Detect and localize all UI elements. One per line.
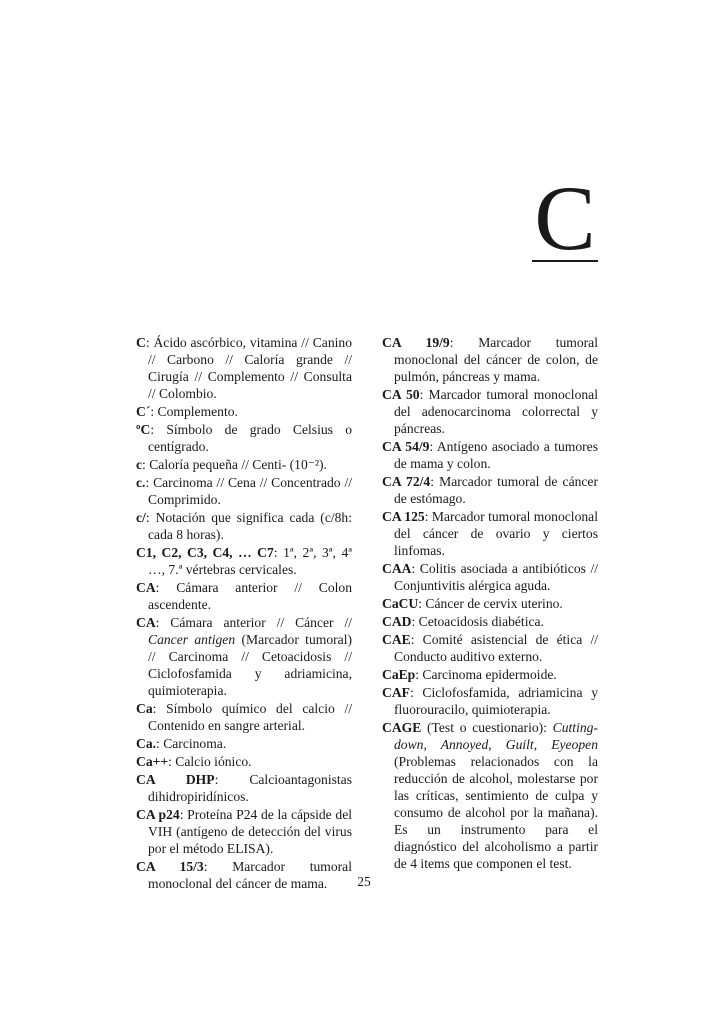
entry <box>382 684 598 718</box>
entry-term: C1, C2, C3, C4, … C7 <box>136 545 274 560</box>
entry-term: CA 54/9 <box>382 439 430 454</box>
entry-term: CaCU <box>382 596 419 611</box>
entry-definition: : Marcador tumoral monoclonal del cáncer de colon, de pulmón, páncreas y mama. <box>394 335 598 384</box>
left-column <box>136 334 352 893</box>
entry <box>382 508 598 559</box>
entry-term: c <box>136 457 143 472</box>
entry-definition: : Ciclofosfamida, adriamicina y fluorouracilo, quimioterapia. <box>394 685 598 717</box>
entry-definition: : Proteína P24 de la cápside del VIH (antígeno de detección del virus por el método ELISA). <box>148 807 352 856</box>
entry-definition: : Cámara anterior // Cáncer // <box>155 615 352 630</box>
section-letter: C <box>532 178 598 262</box>
entry-term: CAF <box>382 685 410 700</box>
entry <box>382 666 598 683</box>
entry-term: CAD <box>382 614 412 629</box>
entry-definition: : Ácido ascórbico, vitamina // Canino // Carbono // Caloría grande // Cirugía // Complemento // Consulta // Colombio. <box>145 335 352 401</box>
entry <box>382 613 598 630</box>
entry <box>382 560 598 594</box>
entry <box>136 771 352 805</box>
entry <box>136 579 352 613</box>
entry <box>382 334 598 385</box>
entry-definition: : Carcinoma. <box>156 736 227 751</box>
entry <box>136 509 352 543</box>
entry-term: CA <box>136 580 156 595</box>
entry-definition: : Colitis asociada a antibióticos // Conjuntivitis alérgica aguda. <box>394 561 598 593</box>
entry-definition: : Marcador tumoral de cáncer de estómago. <box>394 474 598 506</box>
entry-term: CA 50 <box>382 387 420 402</box>
entry <box>136 456 352 473</box>
entry-term: CAA <box>382 561 412 576</box>
entry-definition: : Cáncer de cervix uterino. <box>418 596 563 611</box>
entry-term: CaEp <box>382 667 416 682</box>
entry-definition: : Cámara anterior // Colon ascendente. <box>148 580 352 612</box>
entry <box>382 595 598 612</box>
entry-definition: : Símbolo de grado Celsius o centígrado. <box>148 422 352 454</box>
entry-definition: : Marcador tumoral monoclonal del cáncer de mama. <box>148 859 352 891</box>
entry <box>136 403 352 420</box>
entry <box>136 753 352 770</box>
entry-term: CA 15/3 <box>136 859 204 874</box>
entry <box>382 473 598 507</box>
entry <box>382 438 598 472</box>
entry <box>382 719 598 872</box>
entry-definition: : Calcioantagonistas dihidropiridínicos. <box>148 772 352 804</box>
entry-term: c. <box>136 475 146 490</box>
entry-definition: : Símbolo químico del calcio // Contenido en sangre arterial. <box>148 701 352 733</box>
right-column <box>382 334 598 873</box>
entry-term: CA 19/9 <box>382 335 450 350</box>
entry-term: ºC <box>136 422 151 437</box>
entry-term: Ca++ <box>136 754 169 769</box>
entry-definition: : Complemento. <box>150 404 238 419</box>
entry-term: CA <box>136 615 156 630</box>
entry-definition: : Calcio iónico. <box>168 754 252 769</box>
entry <box>136 614 352 699</box>
entry-definition: : Marcador tumoral monoclonal del adenocarcinoma colorrectal y páncreas. <box>394 387 598 436</box>
entry-definition: (Test o cuestionario): <box>421 720 553 735</box>
entry-definition: : Antígeno asociado a tumores de mama y colon. <box>394 439 598 471</box>
entry-definition: : Caloría pequeña // Centi- (10⁻²). <box>142 457 327 472</box>
entry <box>136 700 352 734</box>
entry <box>136 806 352 857</box>
page-number: 25 <box>357 874 371 889</box>
entry <box>136 474 352 508</box>
entry-term: Ca. <box>136 736 157 751</box>
entry-term: CA p24 <box>136 807 180 822</box>
entry-term: CA 72/4 <box>382 474 431 489</box>
entry-italic: Cutting-down, Annoyed, Guilt, Eyeopen <box>394 720 598 752</box>
entry-definition: : Carcinoma // Cena // Concentrado // Comprimido. <box>145 475 352 507</box>
entry-term: Ca <box>136 701 153 716</box>
entry-definition: : Carcinoma epidermoide. <box>415 667 557 682</box>
entry-definition-cont: (Marcador tumoral) // Carcinoma // Cetoacidosis // Ciclofosfamida y adriamicina, quimioterapia. <box>148 632 352 698</box>
entry-term: CA DHP <box>136 772 215 787</box>
entry-term: C <box>136 335 146 350</box>
entry-definition: : Cetoacidosis diabética. <box>411 614 544 629</box>
entry <box>382 386 598 437</box>
entry-definition: : 1ª, 2ª, 3ª, 4ª …, 7.ª vértebras cervicales. <box>148 545 352 577</box>
entry-italic: Cancer antigen <box>148 632 236 647</box>
entry-definition: : Marcador tumoral monoclonal del cáncer de ovario y ciertos linfomas. <box>394 509 598 558</box>
entry-term: CAGE <box>382 720 422 735</box>
entry-term: CAE <box>382 632 411 647</box>
entry-term: C´ <box>136 404 151 419</box>
entry-definition-cont: (Problemas relacionados con la reducción de alcohol, molestarse por las críticas, sentimiento de culpa y consumo de alcohol por la mañana). Es un instrumento para el diagnóstico del alcoholismo a partir de 4 items que componen el test. <box>394 754 598 871</box>
entry <box>136 421 352 455</box>
entry-definition: : Comité asistencial de ética // Conducto auditivo externo. <box>394 632 598 664</box>
entry <box>136 334 352 402</box>
entry <box>136 544 352 578</box>
entry-definition: : Notación que significa cada (c/8h: cada 8 horas). <box>145 510 352 542</box>
entry <box>382 631 598 665</box>
entry-term: c/ <box>136 510 146 525</box>
entry-term: CA 125 <box>382 509 425 524</box>
entry <box>136 735 352 752</box>
